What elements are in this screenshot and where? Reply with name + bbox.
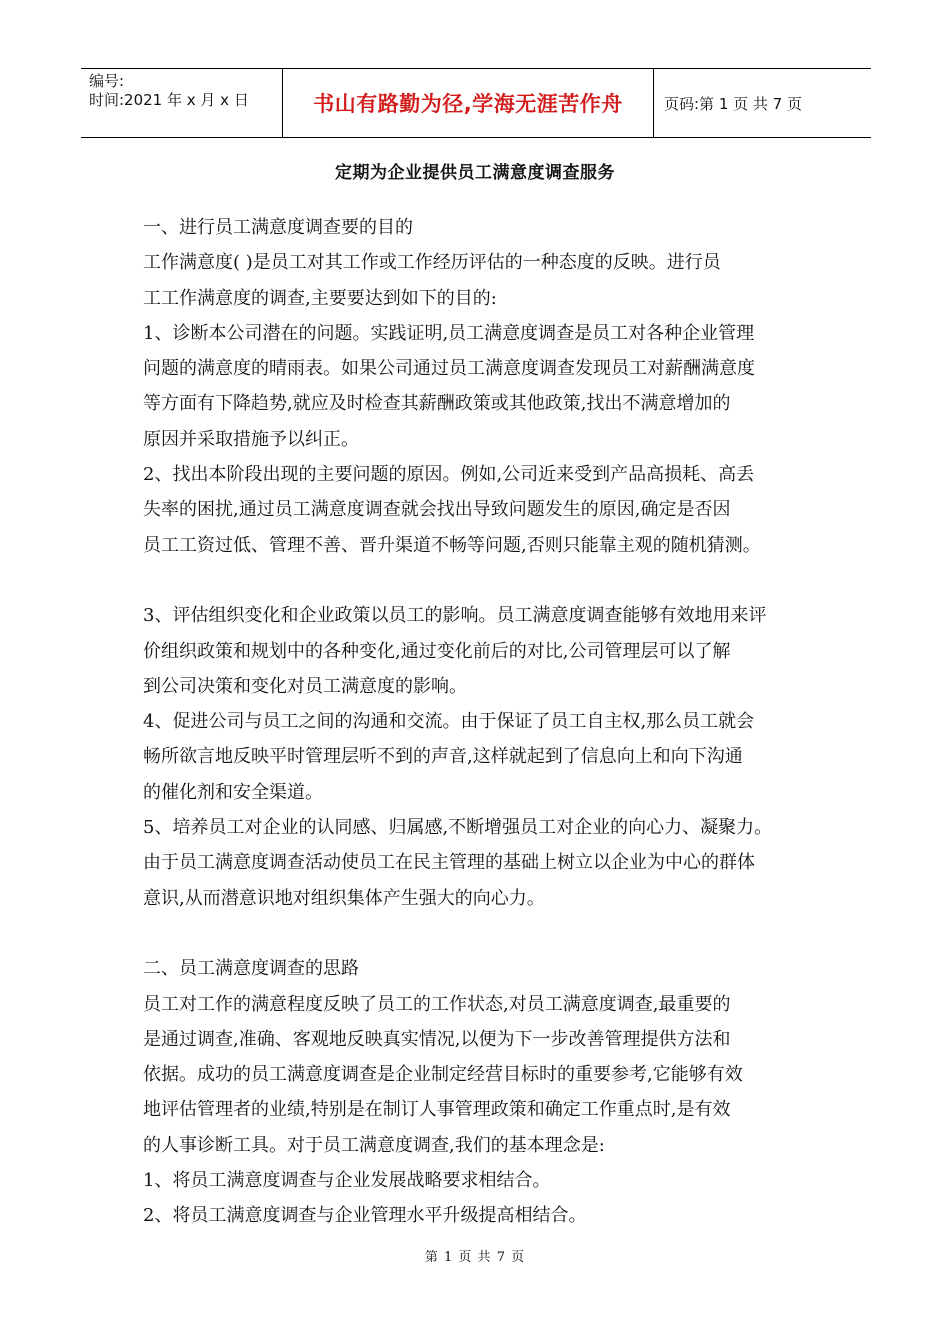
header-motto: 书山有路勤为径,学海无涯苦作舟 bbox=[282, 69, 654, 137]
body-line: 1、将员工满意度调查与企业发展战略要求相结合。 bbox=[143, 1170, 551, 1192]
header-meta bbox=[81, 69, 281, 137]
body-line: 的催化剂和安全渠道。 bbox=[143, 781, 323, 803]
body-line: 到公司决策和变化对员工满意度的影响。 bbox=[143, 675, 467, 697]
body-line: 失率的困扰,通过员工满意度调查就会找出导致问题发生的原因,确定是否因 bbox=[143, 499, 731, 521]
body-line: 价组织政策和规划中的各种变化,通过变化前后的对比,公司管理层可以了解 bbox=[143, 640, 731, 662]
paragraph-gap bbox=[143, 916, 823, 951]
body-line: 依据。成功的员工满意度调查是企业制定经营目标时的重要参考,它能够有效 bbox=[143, 1064, 743, 1086]
body-line: 意识,从而潜意识地对组织集体产生强大的向心力。 bbox=[143, 887, 545, 909]
body-line: 3、评估组织变化和企业政策以员工的影响。员工满意度调查能够有效地用来评 bbox=[143, 605, 767, 627]
page-footer: 第 1 页 共 7 页 bbox=[424, 1250, 526, 1265]
body-line: 二、员工满意度调查的思路 bbox=[143, 958, 359, 980]
header-page-info: 页码:第 1 页 共 7 页 bbox=[664, 94, 802, 113]
body-line: 2、将员工满意度调查与企业管理水平升级提高相结合。 bbox=[143, 1205, 587, 1227]
paragraph-gap bbox=[143, 563, 823, 598]
document-title: 定期为企业提供员工满意度调查服务 bbox=[335, 163, 615, 183]
body-line: 员工对工作的满意程度反映了员工的工作状态,对员工满意度调查,最重要的 bbox=[143, 993, 731, 1015]
body-line: 2、找出本阶段出现的主要问题的原因。例如,公司近来受到产品高损耗、高丢 bbox=[143, 464, 755, 486]
body-line: 工作满意度( )是员工对其工作或工作经历评估的一种态度的反映。进行员 bbox=[143, 252, 721, 274]
body-line: 是通过调查,准确、客观地反映真实情况,以便为下一步改善管理提供方法和 bbox=[143, 1028, 731, 1050]
document-body bbox=[143, 210, 823, 1234]
body-line: 员工工资过低、管理不善、晋升渠道不畅等问题,否则只能靠主观的随机猜测。 bbox=[143, 534, 761, 556]
body-line: 畅所欲言地反映平时管理层听不到的声音,这样就起到了信息向上和向下沟通 bbox=[143, 746, 743, 768]
body-line: 1、诊断本公司潜在的问题。实践证明,员工满意度调查是员工对各种企业管理 bbox=[143, 322, 755, 344]
body-line: 4、促进公司与员工之间的沟通和交流。由于保证了员工自主权,那么员工就会 bbox=[143, 711, 755, 733]
body-line: 地评估管理者的业绩,特别是在制订人事管理政策和确定工作重点时,是有效 bbox=[143, 1099, 731, 1121]
page-header bbox=[81, 68, 871, 138]
body-line: 问题的满意度的晴雨表。如果公司通过员工满意度调查发现员工对薪酬满意度 bbox=[143, 358, 755, 380]
body-line: 的人事诊断工具。对于员工满意度调查,我们的基本理念是: bbox=[143, 1134, 605, 1156]
body-line: 一、进行员工满意度调查要的目的 bbox=[143, 217, 413, 238]
document-number-label: 编号: bbox=[89, 72, 125, 90]
body-line: 由于员工满意度调查活动使员工在民主管理的基础上树立以企业为中心的群体 bbox=[143, 852, 755, 874]
document-time-label: 时间:2021 年 x 月 x 日 bbox=[89, 91, 249, 109]
body-line: 等方面有下降趋势,就应及时检查其薪酬政策或其他政策,找出不满意增加的 bbox=[143, 393, 731, 415]
body-line: 5、培养员工对企业的认同感、归属感,不断增强员工对企业的向心力、凝聚力。 bbox=[143, 817, 773, 839]
body-line: 工工作满意度的调查,主要要达到如下的目的: bbox=[143, 287, 497, 309]
body-line: 原因并采取措施予以纠正。 bbox=[143, 428, 359, 450]
